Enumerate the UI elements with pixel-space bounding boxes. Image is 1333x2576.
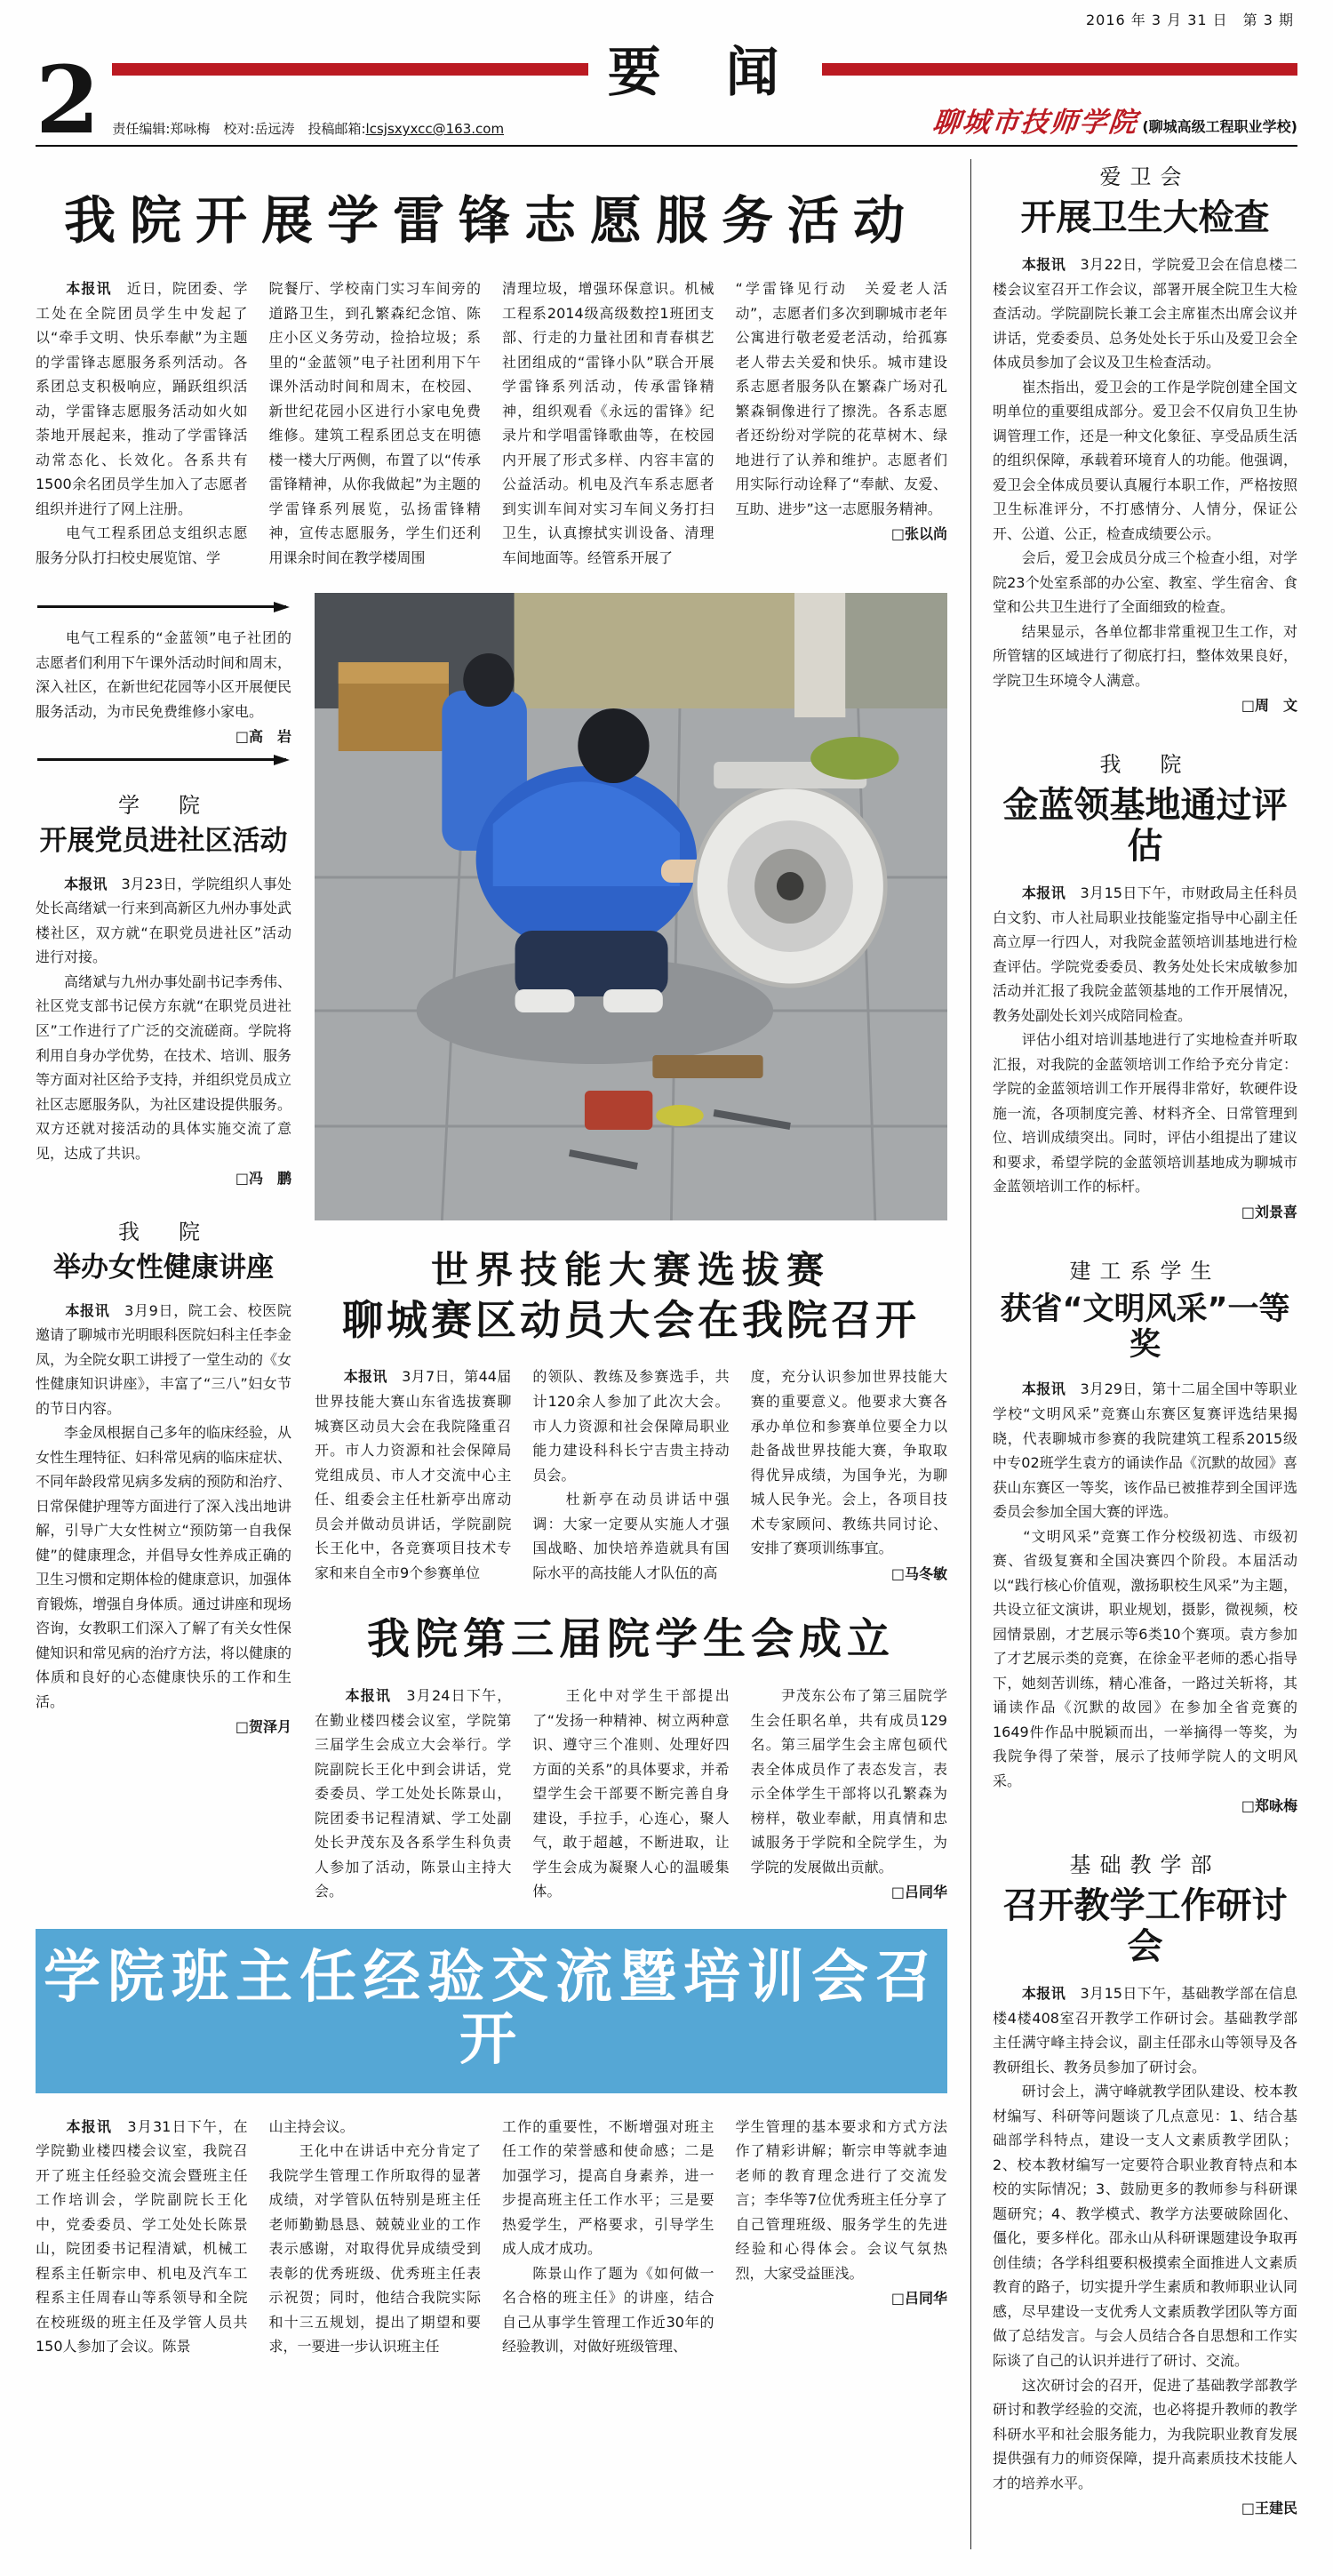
right-arrow-icon bbox=[37, 758, 286, 761]
paragraph: 本报讯 3月7日，第44届世界技能大赛山东省选拔赛聊城赛区动员大会在我院隆重召开。市人力资源和社会保障局党组成员、市人才交流中心主任、组委会主任杜新亭出席动员会并做动员讲话，学院副院长王化中，各竞赛项目技术专家和来自全市9个参赛单位 bbox=[315, 1368, 512, 1581]
banner-column-2 bbox=[269, 2115, 482, 2359]
paragraph: “学雷锋见行动 关爱老人活动”，志愿者们多次到聊城市老年公寓进行敬老爱老活动，给孤寡老人带去关爱和快乐。城市建设系志愿者服务队在繁森广场对孔繁森铜像进行了擦洗。各系志愿者还纷纷对学院的花草树木、绿地进行了认养和维护。志愿者们用实际行动诠释了“奉献、友爱、互助、进步”这一志愿服务精神。 bbox=[735, 280, 947, 517]
paragraph: 本报讯 3月15日下午，市财政局主任科员白文豹、市人社局职业技能鉴定指导中心副主任高立厚一行四人，对我院金蓝领培训基地进行检查评估。学院党委委员、教务处处长宋成敏参加活动并汇报了我院金蓝领基地的工作开展情况，教务处副处长刘兴成陪同检查。 bbox=[993, 884, 1297, 1024]
article-body bbox=[993, 1377, 1297, 1793]
right-arrow-icon bbox=[37, 605, 286, 608]
paragraph: 清理垃圾，增强环保意识。机械工程系2014级高级数控1班团支部、行走的力量社团和青春棋艺社团组成的“雷锋小队”联合开展学雷锋系列活动，传承雷锋精神，组织观看《永远的雷锋》纪录片和学唱雷锋歌曲等，在校园内开展了形式多样、内容丰富的公益活动。机电及汽车系志愿者到实训车间对实习车间义务打扫卫生，认真擦拭实训设备、清理车间地面等。经管系开展了 bbox=[502, 280, 714, 566]
paragraph: 本报讯 3月24日下午，在勤业楼四楼会议室，学院第三届学生会成立大会举行。学院副院长王化中到会讲话，党委委员、学工处处长陈景山，院团委书记程清斌、学工处副处长尹茂东及各系学生科负责人参加了活动，陈景山主持大会。 bbox=[315, 1687, 512, 1900]
paragraph: 研讨会上，满守峰就教学团队建设、校本教材编写、科研等问题谈了几点意见：1、结合基础部学科特点，建设一支人文素质教学团队；2、校本教材编写一定要符合职业教育特点和本校的实际情况；3、鼓励更多的教师参与科研课题研究；4、教学模式、教学方法要破除固化、僵化，要多样化。邵永山从科研课题建设争取再创佳绩；各学科组要积极摸索全面推进人文素质教育的路子，切实提升学生素质和教师职业认同感，尽早建设一支优秀人文素质教学团队等方面做了总结发言。与会人员结合各自思想和工作实际谈了自己的认识并进行了研讨、交流。 bbox=[993, 2083, 1297, 2369]
student-union-article bbox=[315, 1615, 947, 1904]
article-kicker: 我 院 bbox=[118, 1220, 209, 1245]
article-body bbox=[315, 1364, 947, 1585]
section-title: 要 闻 bbox=[607, 42, 802, 104]
skills-column-3 bbox=[751, 1364, 947, 1585]
paragraph: 王化中对学生干部提出了“发扬一种精神、树立两种意识、遵守三个准则、处理好四方面的关系”的具体要求，并希望学生会干部要不断完善自身建设，手拉手，心连心，聚人气，敢于超越，不断进取，让学生会成为凝聚人心的温暖集体。 bbox=[532, 1687, 730, 1900]
editor-meta bbox=[112, 119, 504, 140]
section-title-row bbox=[112, 42, 1297, 104]
paragraph: 尹茂东公布了第三届院学生会任职名单，共有成员129名。第三届学生会主席包硕代表全体成员作了表态发言，表示全体学生干部将以孔繁森为榜样，敬业奉献，用真情和忠诚服务于学院和全院学生，为学院的发展做出贡献。 bbox=[750, 1687, 947, 1876]
submission-email: lcsjsxyxcc@163.com bbox=[365, 121, 505, 137]
article-kicker: 基础教学部 bbox=[1069, 1852, 1221, 1878]
article-headline: 举办女性健康讲座 bbox=[53, 1252, 274, 1284]
paragraph: 陈景山作了题为《如何做一名合格的班主任》的讲座，结合自己从事学生管理工作近30年的经验教训，对做好班级管理、 bbox=[502, 2264, 714, 2356]
skills-column-3-text bbox=[751, 1364, 947, 1560]
paragraph: “文明风采”竞赛工作分校级初选、市级初赛、省级复赛和全国决赛四个阶段。本届活动以“践行核心价值观，激扬职校生风采”为主题，共设立征文演讲，职业规划，摄影，微视频，校园情景剧，才艺展示等6类10个赛项。袁方参加了才艺展示类的竞赛，在徐金平老师的悉心指导下，她刻苦训练，精心准备，一路过关斩将，其诵读作品《沉默的故园》在参加全省竞赛的1649件作品中脱颖而出，一举摘得一等奖，为我院争得了荣誉，展示了技师学院人的文明风采。 bbox=[993, 1527, 1297, 1789]
article-headline: 开展卫生大检查 bbox=[1020, 197, 1270, 238]
article-kicker: 建工系学生 bbox=[1069, 1258, 1221, 1284]
right-sidebar bbox=[970, 159, 1297, 2549]
article-byline: □郑咏梅 bbox=[1241, 1797, 1297, 1815]
lead-article bbox=[36, 179, 947, 570]
article-body bbox=[36, 1299, 291, 1715]
paragraph: 电气工程系的“金蓝领”电子社团的志愿者们利用下午课外活动时间和周末，深入社区，在新世纪花园等小区开展便民服务活动，为市民免费维修小家电。 bbox=[36, 629, 292, 720]
lead-column-3 bbox=[502, 276, 714, 570]
article-byline: □刘景喜 bbox=[1241, 1203, 1297, 1220]
civilized-style-award-article bbox=[993, 1253, 1297, 1815]
masthead-name: 聊城市技师学院 bbox=[931, 107, 1140, 139]
lead-column-1 bbox=[36, 276, 248, 570]
paragraph: 本报讯 3月29日，第十二届全国中等职业学校“文明风采”竞赛山东赛区复赛评选结果揭晓，代表聊城市参赛的我院建筑工程系2015级中专02班学生袁方的诵读作品《沉默的故园》喜获山东赛区一等奖，该作品已被推荐到全国评选委员会参加全国大赛的评选。 bbox=[993, 1380, 1297, 1521]
paragraph: 李金凤根据自己多年的临床经验，从女性生理特征、妇科常见病的临床症状、不同年龄段常见病多发病的预防和治疗、日常保健护理等方面进行了深入浅出地讲解，引导广大女性树立“预防第一自我保健”的健康理念，并倡导女性养成正确的卫生习惯和定期体检的健康意识，加强体育锻炼，增强自身体质。通过讲座和现场咨询，女教职工们深入了解了有关女性保健知识和常见病的治疗方法，将以健康的体质和良好的心态健康快乐的工作和生活。 bbox=[36, 1424, 292, 1710]
editor-meta-text: 责任编辑:郑咏梅 校对:岳远涛 投稿邮箱: bbox=[112, 121, 366, 137]
article-body bbox=[993, 881, 1297, 1199]
paragraph: 电气工程系团总支组织志愿服务分队打扫校史展览馆、学 bbox=[36, 524, 248, 566]
sanitation-article bbox=[993, 159, 1297, 715]
issue-date: 2016 年 3 月 31 日 第 3 期 bbox=[1085, 12, 1294, 28]
paragraph: 这次研讨会的召开，促进了基础教学部教学研讨和教学经验的交流，也必将提升教师的教学科研水平和社会服务能力，为我院职业教育发展提供强有力的师资保障，提升高素质技术技能人才的培养水平。 bbox=[993, 2376, 1297, 2492]
lead-column-4 bbox=[736, 276, 948, 570]
article-body bbox=[993, 1981, 1297, 2495]
news-photo bbox=[315, 593, 947, 1220]
lead-headline: 我院开展学雷锋志愿服务活动 bbox=[63, 190, 919, 251]
article-headline: 开展党员进社区活动 bbox=[39, 825, 288, 858]
mid-main-column bbox=[315, 593, 947, 1904]
article-headline: 获省“文明风采”一等奖 bbox=[1000, 1291, 1290, 1364]
paragraph: 本报讯 近日，院团委、学工处在全院团员学生中发起了以“牵手文明、快乐奉献”为主题的学雷锋志愿服务系列活动。各系团总支积极响应，踊跃组织活动，学雷锋志愿服务活动如火如荼地开展起来，推动了学雷锋活动常态化、长效化。各系共有1500余名团员学生加入了志愿者组织并进行了网上注册。 bbox=[36, 280, 248, 517]
paragraph: 会后，爱卫会成员分成三个检查小组，对学院23个处室系部的办公室、教室、学生宿舍、食堂和公共卫生进行了全面细致的检查。 bbox=[993, 549, 1297, 616]
mid-section bbox=[36, 593, 947, 1904]
article-body bbox=[993, 252, 1297, 692]
banner-column-4-text bbox=[736, 2115, 948, 2286]
banner-column-1 bbox=[36, 2115, 248, 2359]
article-byline: □王建民 bbox=[1241, 2500, 1297, 2517]
paragraph: 评估小组对培训基地进行了实地检查并听取汇报，对我院的金蓝领培训工作给予充分肯定：学院的金蓝领培训工作开展得非常好，软硬件设施一流，各项制度完善、材料齐全、日常管理到位、培训成绩突出。同时，评估小组提出了建议和要求，希望学院的金蓝领培训基地成为聊城市金蓝领培训工作的标杆。 bbox=[993, 1031, 1297, 1196]
article-headline: 我院第三届院学生会成立 bbox=[366, 1614, 895, 1665]
paragraph: 山主持会议。 bbox=[268, 2117, 355, 2135]
paragraph: 度，充分认识参加世界技能大赛的重要意义。他要求大赛各承办单位和参赛单位要全力以赴备战世界技能大赛，争取取得优异成绩，为国争光，为聊城人民争光。会上，各项目技术专家顾问、教练共同讨论、安排了赛项训练事宜。 bbox=[750, 1368, 947, 1557]
article-headline-line1: 世界技能大赛选拔赛 bbox=[430, 1248, 831, 1292]
article-kicker: 爱卫会 bbox=[1099, 164, 1191, 189]
photo-caption-box bbox=[36, 626, 291, 746]
content-layout bbox=[36, 159, 1297, 2549]
paragraph: 本报讯 3月9日，院工会、校医院邀请了聊城市光明眼科医院妇科主任李金凤，为全院女职工讲授了一堂生动的《女性健康知识讲座》，丰富了“三八”妇女节的节日内容。 bbox=[36, 1301, 292, 1417]
union-column-2 bbox=[532, 1684, 729, 1904]
photo-caption-text bbox=[36, 626, 291, 724]
banner-column-3 bbox=[502, 2115, 714, 2359]
header-bottom bbox=[112, 100, 1297, 140]
union-column-3 bbox=[751, 1684, 947, 1904]
article-byline: □冯 鹏 bbox=[235, 1170, 291, 1188]
masthead bbox=[933, 100, 1297, 140]
teaching-seminar-article bbox=[993, 1847, 1297, 2517]
union-column-3-text bbox=[751, 1684, 947, 1879]
paragraph: 高绪斌与九州办事处副书记李秀伟、社区党支部书记侯方东就“在职党员进社区”工作进行了广泛的交流磋商。学院将利用自身办学优势，在技术、培训、服务等方面对社区给予支持，并组织党员成立社区志愿服务队，为社区建设提供服务。双方还就对接活动的具体实施交流了意见，达成了共识。 bbox=[36, 972, 292, 1162]
article-byline: □马冬敏 bbox=[890, 1564, 947, 1582]
paragraph: 本报讯 3月22日，学院爱卫会在信息楼二楼会议室召开工作会议，部署开展全院卫生大检查活动。学院副院长兼工会主席崔杰出席会议并讲话，党委委员、总务处处长于乐山及爱卫会全体成员参加了会议及卫生检查活动。 bbox=[993, 256, 1297, 372]
paragraph: 学生管理的基本要求和方式方法作了精彩讲解；靳宗申等就李迪老师的教育理念进行了交流发言；李华等7位优秀班主任分享了自己管理班级、服务学生的先进经验和心得体会。会议气氛热烈，大家受益匪浅。 bbox=[735, 2117, 947, 2282]
article-body bbox=[315, 1684, 947, 1904]
article-body bbox=[36, 872, 291, 1165]
lead-byline: □张以尚 bbox=[890, 525, 947, 543]
paragraph: 院餐厅、学校南门实习车间旁的道路卫生，到孔繁森纪念馆、陈庄小区义务劳动，捡拾垃圾；系里的“金蓝领”电子社团利用下午课外活动时间和周末，在校园、新世纪花园小区进行小家电免费维修。建筑工程系团总支在明德楼一楼大厅两侧，布置了以“传承雷锋精神，从你我做起”为主题的学雷锋系列展览，弘扬雷锋精神，宣传志愿服务，学生们还利用课余时间在教学楼周围 bbox=[268, 280, 481, 566]
article-kicker: 学 院 bbox=[118, 793, 209, 819]
skills-column-2 bbox=[532, 1364, 729, 1585]
lead-column-4-text bbox=[736, 276, 948, 521]
women-health-article bbox=[36, 1214, 291, 1736]
lead-column-2 bbox=[269, 276, 482, 570]
paragraph: 王化中在讲话中充分肯定了我院学生管理工作所取得的显著成绩，对学管队伍特别是班主任老师勤勤恳恳、兢兢业业的工作表示感谢，对取得优异成绩受到表彰的优秀班级、优秀班主任表示祝贺；同时，他结合我院实际和十三五规划，提出了期望和要求，一要进一步认识班主任 bbox=[268, 2142, 481, 2356]
article-byline: □吕同华 bbox=[890, 2290, 947, 2308]
header-main bbox=[112, 9, 1297, 140]
article-headline-line2: 聊城赛区动员大会在我院召开 bbox=[342, 1295, 920, 1344]
union-column-1 bbox=[315, 1684, 511, 1904]
banner-headline: 学院班主任经验交流暨培训会召开 bbox=[36, 1929, 947, 2093]
article-byline: □吕同华 bbox=[890, 1884, 947, 1901]
gold-collar-article bbox=[993, 747, 1297, 1221]
lead-body bbox=[36, 276, 947, 570]
article-byline: □贺泽月 bbox=[235, 1718, 291, 1736]
main-section bbox=[36, 159, 970, 2549]
world-skills-article bbox=[315, 1247, 947, 1585]
article-kicker: 我 院 bbox=[1099, 752, 1191, 778]
paragraph: 本报讯 3月23日，学院组织人事处处长高绪斌一行来到高新区九州办事处武楼社区，双方就“在职党员进社区”活动进行对接。 bbox=[36, 875, 292, 966]
news-photo-illustration bbox=[315, 593, 947, 1220]
paragraph: 结果显示，各单位都非常重视卫生工作，对所管辖的区域进行了彻底打扫，整体效果良好，学院卫生环境令人满意。 bbox=[993, 622, 1297, 689]
skills-column-1 bbox=[315, 1364, 511, 1585]
red-rule-left bbox=[112, 63, 587, 76]
banner-article-body bbox=[36, 2115, 947, 2359]
article-headline: 金蓝领基地通过评估 bbox=[1002, 785, 1288, 868]
article-headline: 召开教学工作研讨会 bbox=[1002, 1885, 1288, 1968]
article-byline: □周 文 bbox=[1241, 697, 1297, 715]
photo-caption-byline: □高 岩 bbox=[235, 728, 291, 746]
page-header bbox=[36, 9, 1297, 155]
paragraph: 的领队、教练及参赛选手，共计120余人参加了此次大会。市人力资源和社会保障局职业能力建设科科长宁吉贵主持动员会。 bbox=[532, 1368, 730, 1484]
paragraph: 工作的重要性，不断增强对班主任工作的荣誉感和使命感；二是加强学习，提高自身素养，进一步提高班主任工作水平；三是要热爱学生，严格要求，引导学生成人成才成功。 bbox=[502, 2117, 714, 2258]
banner-column-4 bbox=[736, 2115, 948, 2359]
paragraph: 杜新亭在动员讲话中强调：大家一定要从实施人才强国战略、加快培养造就具有国际水平的高技能人才队伍的高 bbox=[532, 1491, 730, 1581]
left-rail bbox=[36, 593, 291, 1904]
paragraph: 崔杰指出，爱卫会的工作是学院创建全国文明单位的重要组成部分。爱卫会不仅肩负卫生协调管理工作，还是一种文化象征、享受品质生活的组织保障，承载着环境育人的功能。他强调，爱卫会全体成员要认真履行本职工作，严格按照卫生标准评分，不打感情分、人情分，保证公开、公道、公正，检查成绩要公示。 bbox=[993, 378, 1297, 542]
paragraph: 本报讯 3月31日下午，在学院勤业楼四楼会议室，我院召开了班主任经验交流会暨班主任工作培训会，学院副院长王化中，党委委员、学工处处长陈景山，院团委书记程清斌，机械工程系主任靳宗申、机电及汽车工程系主任周春山等系领导和全院在校班级的班主任及学管人员共150人参加了会议。陈景 bbox=[36, 2117, 248, 2356]
page-number: 2 bbox=[36, 44, 97, 155]
red-rule-right bbox=[822, 63, 1297, 76]
masthead-subtitle: (聊城高级工程职业学校) bbox=[1142, 118, 1297, 135]
party-community-article bbox=[36, 788, 291, 1188]
paragraph: 本报讯 3月15日下午，基础教学部在信息楼4楼408室召开教学工作研讨会。基础教学部主任满守峰主持会议，副主任邵永山等领导及各教研组长、教务员参加了研讨会。 bbox=[993, 1985, 1297, 2076]
